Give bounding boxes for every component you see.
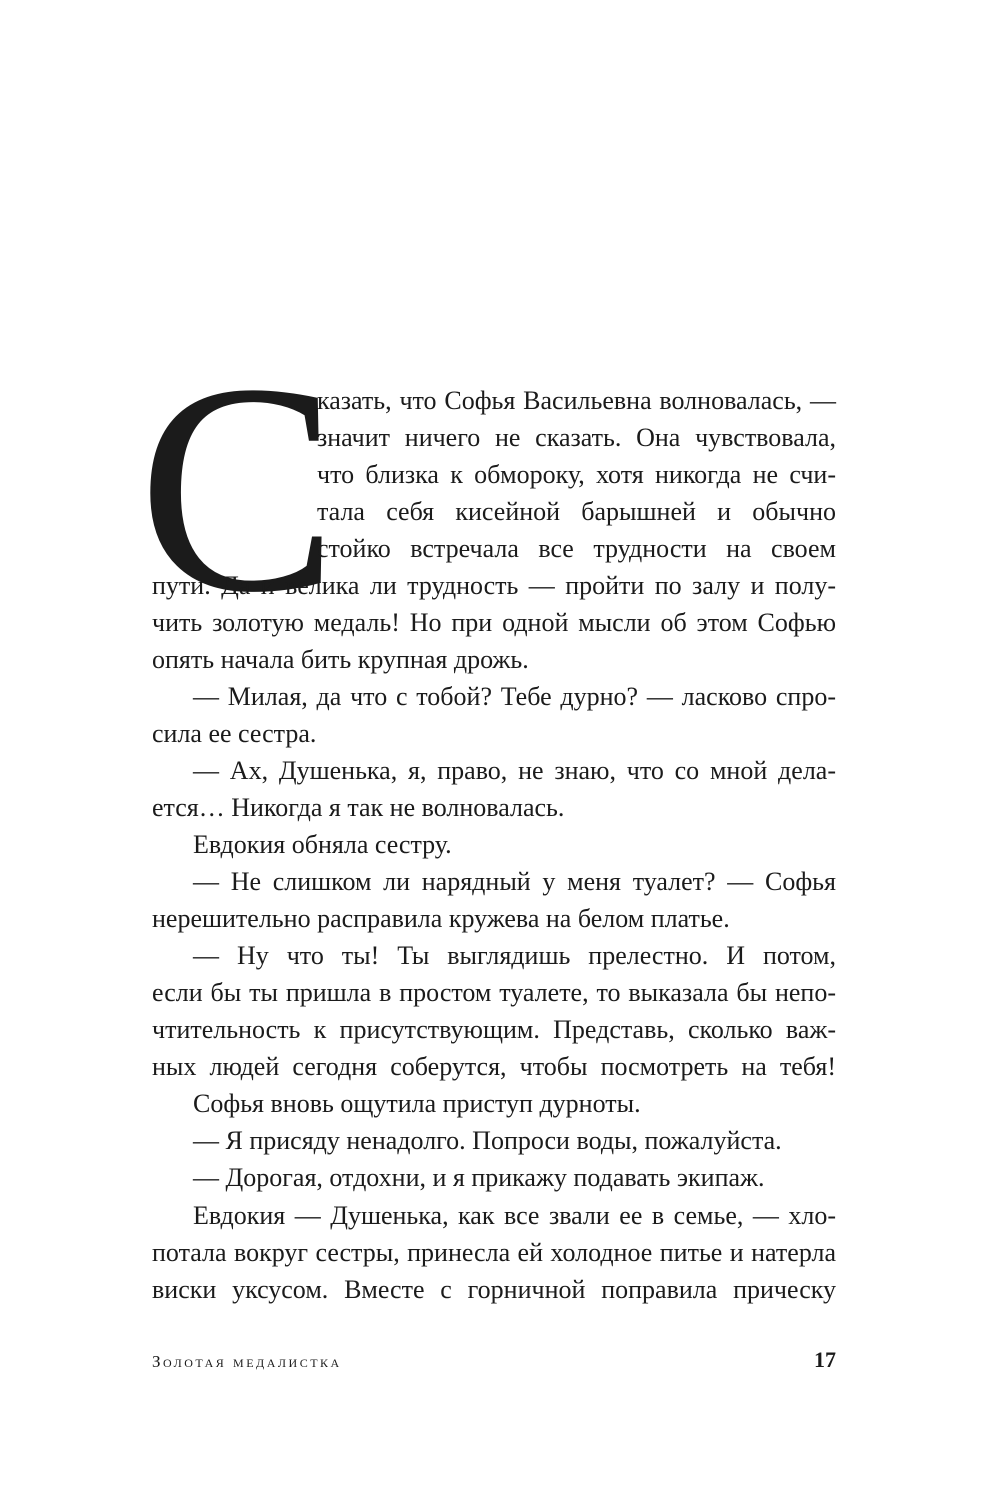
text-line: Евдокия обняла сестру. [193,830,452,859]
text-line: тала себя кисейной барышней и обычно [317,497,836,526]
text-line: Софья вновь ощутила приступ дурноты. [193,1089,641,1118]
text-line: потала вокруг сестры, принесла ей холодное питье и натерла [152,1238,836,1267]
text-line: что близка к обмороку, хотя никогда не счи- [317,460,836,489]
text-line: — Ну что ты! Ты выглядишь прелестно. И потом, [193,941,836,970]
text-line: чить золотую медаль! Но при одной мысли об этом Софью [152,608,836,637]
text-line: опять начала бить крупная дрожь. [152,645,529,674]
text-line: стойко встречала все трудности на своем [317,534,836,563]
text-line: виски уксусом. Вместе с горничной поправила прическу [152,1275,836,1304]
text-line: казать, что Софья Васильевна волновалась, — [317,386,836,415]
text-line: — Ах, Душенька, я, право, не знаю, что со мной дела- [193,756,836,785]
text-line: ется… Никогда я так не волновалась. [152,793,565,822]
running-footer-title: Золотая медалистка [152,1352,342,1371]
text-line: Евдокия — Душенька, как все звали ее в семье, — хло- [193,1201,836,1230]
text-line: если бы ты пришла в простом туалете, то выказала бы непо- [152,978,836,1007]
drop-cap-letter: С [138,322,339,654]
page-number: 17 [814,1347,836,1372]
text-line: значит ничего не сказать. Она чувствовала, [317,423,836,452]
text-line: сила ее сестра. [152,719,317,748]
text-line: — Дорогая, отдохни, и я прикажу подавать экипаж. [193,1163,765,1192]
text-line: — Я присяду ненадолго. Попроси воды, пожалуйста. [193,1126,782,1155]
text-line: — Милая, да что с тобой? Тебе дурно? — ласково спро- [193,682,836,711]
text-line: пути. Да и велика ли трудность — пройти по залу и полу- [152,571,836,600]
text-line: нерешительно расправила кружева на белом платье. [152,904,730,933]
text-line: — Не слишком ли нарядный у меня туалет? — Софья [193,867,836,896]
text-line: ных людей сегодня соберутся, чтобы посмотреть на тебя! [152,1052,836,1081]
text-line: чтительность к присутствующим. Представь, сколько важ- [152,1015,836,1044]
